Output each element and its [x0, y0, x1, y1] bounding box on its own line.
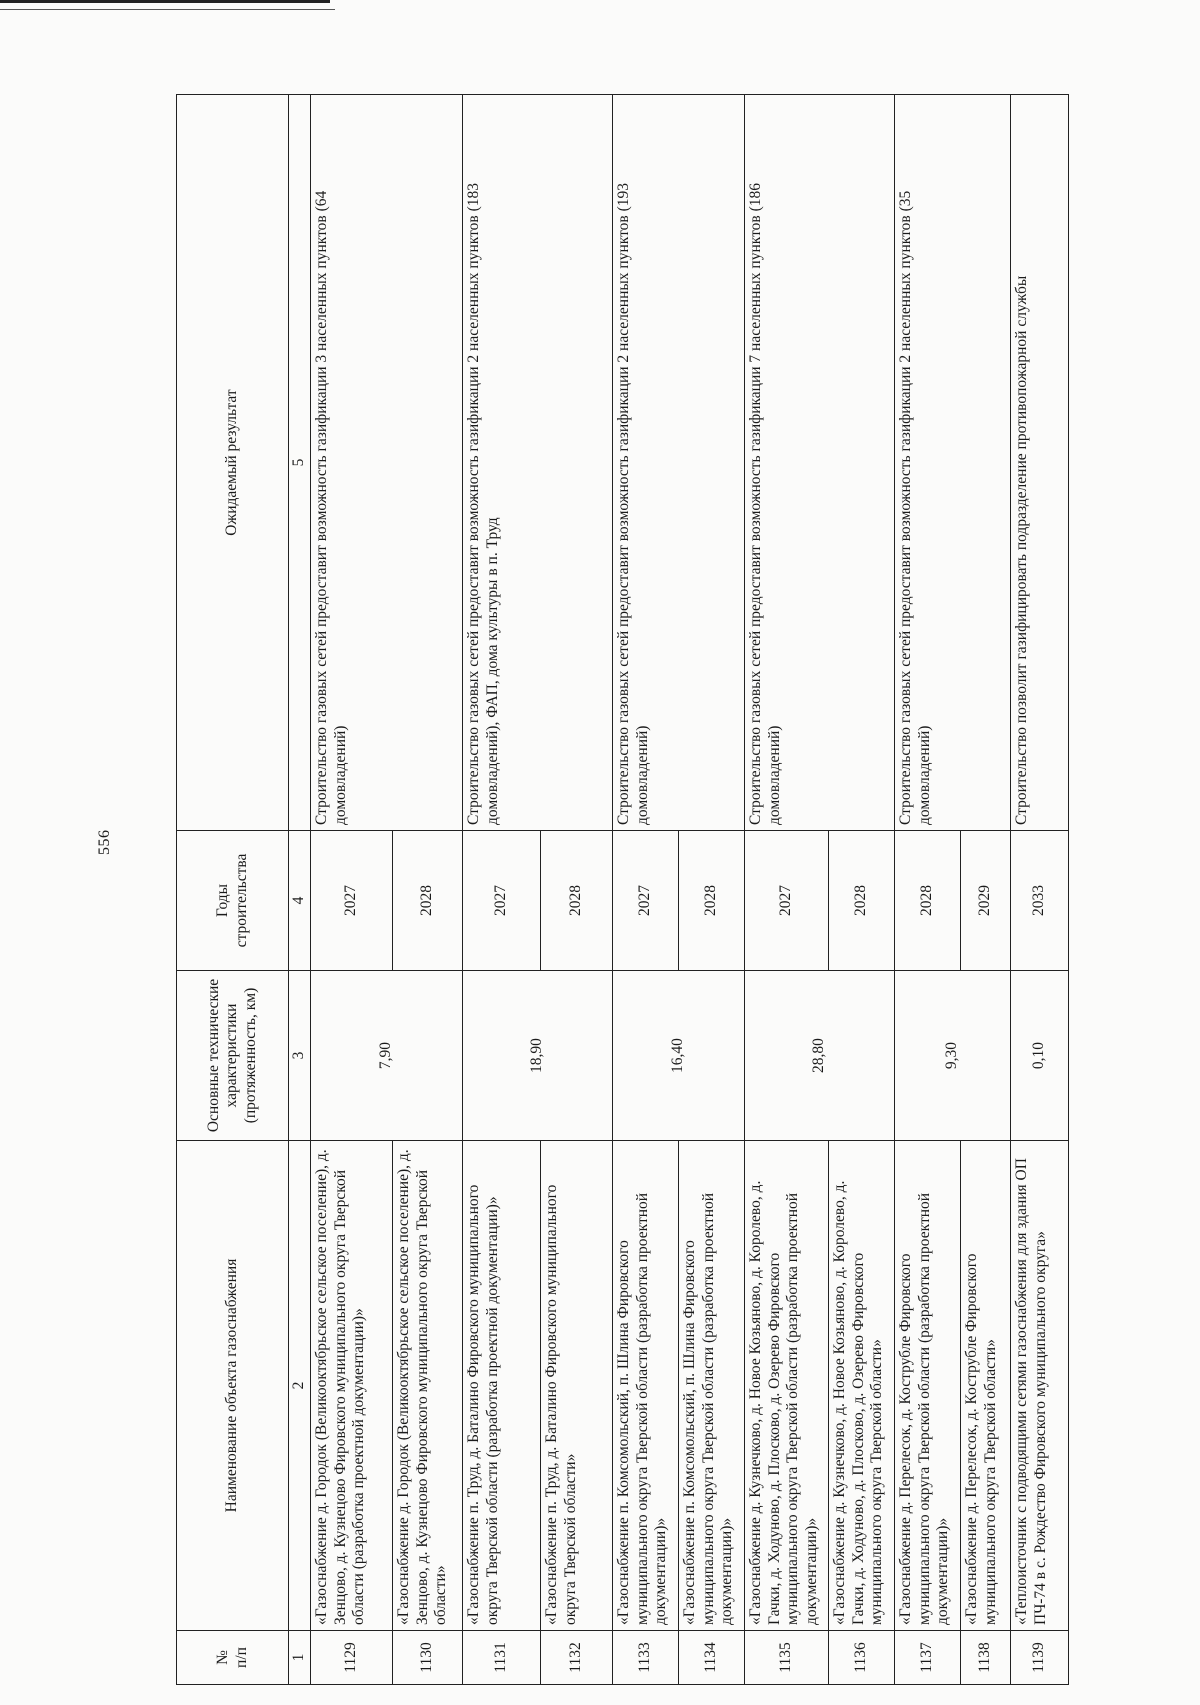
- header-name: Наименование объекта газоснабжения: [177, 1141, 289, 1631]
- scan-edge-line: [0, 0, 330, 3]
- row-number: 1133: [613, 1631, 679, 1685]
- object-name: «Газоснабжение д. Перелесок, д. Кострубле Фировского муниципального округа Тверской области»: [961, 1141, 1011, 1631]
- row-number: 1136: [829, 1631, 895, 1685]
- construction-year: 2028: [829, 831, 895, 971]
- table-row: [311, 95, 393, 1685]
- expected-result: Строительство газовых сетей предоставит возможность газификации 2 населенных пунктов (193 домовладений): [613, 95, 745, 831]
- length-km: 7,90: [311, 971, 463, 1141]
- expected-result: Строительство газовых сетей предоставит возможность газификации 2 населенных пунктов (183 домовладений), ФАП, дома культуры в п. Труд: [463, 95, 613, 831]
- length-km: 18,90: [463, 971, 613, 1141]
- construction-year: 2033: [1011, 831, 1069, 971]
- object-name: «Газоснабжение п. Комсомольский, п. Шлина Фировского муниципального округа Тверской области (разработка проектной документации)»: [679, 1141, 745, 1631]
- expected-result: Строительство газовых сетей предоставит возможность газификации 3 населенных пунктов (64 домовладений): [311, 95, 463, 831]
- header-tech: Основные технические характеристики (протяженность, км): [177, 971, 289, 1141]
- object-name: «Теплоисточник с подводящими сетями газоснабжения для здания ОП ПЧ-74 в с. Рождество Фировского муниципального округа»: [1011, 1141, 1069, 1631]
- col-number: 5: [289, 95, 311, 831]
- col-number: 3: [289, 971, 311, 1141]
- header-result: Ожидаемый результат: [177, 95, 289, 831]
- table-header-row: [177, 95, 289, 1685]
- table-row: [895, 95, 961, 1685]
- object-name: «Газоснабжение д. Кузнечково, д. Новое Козьяново, д. Королево, д. Гачки, д. Ходуново, д. Плосково, д. Озерево Фировского муниципального округа Тверской области»: [829, 1141, 895, 1631]
- construction-year: 2027: [311, 831, 393, 971]
- table-row: [745, 95, 829, 1685]
- scan-edge-line-thin: [0, 9, 335, 10]
- page-number: 556: [96, 829, 113, 855]
- row-number: 1129: [311, 1631, 393, 1685]
- gas-objects-table: [176, 94, 1069, 1685]
- table-row: [463, 95, 541, 1685]
- rotated-table-container: [176, 95, 1066, 1685]
- length-km: 9,30: [895, 971, 1011, 1141]
- object-name: «Газоснабжение д. Перелесок, д. Кострубле Фировского муниципального округа Тверской области (разработка проектной документации)»: [895, 1141, 961, 1631]
- table-row: [1011, 95, 1069, 1685]
- col-number: 1: [289, 1631, 311, 1685]
- column-number-row: [289, 95, 311, 1685]
- object-name: «Газоснабжение п. Комсомольский, п. Шлина Фировского муниципального округа Тверской области (разработка проектной документации)»: [613, 1141, 679, 1631]
- col-number: 4: [289, 831, 311, 971]
- length-km: 0,10: [1011, 971, 1069, 1141]
- header-num: № п/п: [177, 1631, 289, 1685]
- object-name: «Газоснабжение д. Городок (Великооктябрьское сельское поселение), д. Зенцово, д. Кузнецово Фировского муниципального округа Тверской области»: [393, 1141, 463, 1631]
- row-number: 1135: [745, 1631, 829, 1685]
- expected-result: Строительство газовых сетей предоставит возможность газификации 7 населенных пунктов (186 домовладений): [745, 95, 895, 831]
- header-years: Годы строительства: [177, 831, 289, 971]
- construction-year: 2028: [393, 831, 463, 971]
- construction-year: 2028: [895, 831, 961, 971]
- row-number: 1139: [1011, 1631, 1069, 1685]
- object-name: «Газоснабжение д. Городок (Великооктябрьское сельское поселение), д. Зенцово, д. Кузнецово Фировского муниципального округа Тверской области (разработка проектной документации)»: [311, 1141, 393, 1631]
- construction-year: 2027: [613, 831, 679, 971]
- object-name: «Газоснабжение д. Кузнечково, д. Новое Козьяново, д. Королево, д. Гачки, д. Ходуново, д. Плосково, д. Озерево Фировского муниципального округа Тверской области (разработка проектной документации)»: [745, 1141, 829, 1631]
- construction-year: 2027: [745, 831, 829, 971]
- row-number: 1138: [961, 1631, 1011, 1685]
- col-number: 2: [289, 1141, 311, 1631]
- row-number: 1134: [679, 1631, 745, 1685]
- row-number: 1137: [895, 1631, 961, 1685]
- construction-year: 2027: [463, 831, 541, 971]
- row-number: 1132: [541, 1631, 613, 1685]
- row-number: 1130: [393, 1631, 463, 1685]
- object-name: «Газоснабжение п. Труд, д. Баталино Фировского муниципального округа Тверской области»: [541, 1141, 613, 1631]
- length-km: 28,80: [745, 971, 895, 1141]
- table-row: [613, 95, 679, 1685]
- expected-result: Строительство газовых сетей предоставит возможность газификации 2 населенных пунктов (35 домовладений): [895, 95, 1011, 831]
- construction-year: 2029: [961, 831, 1011, 971]
- expected-result: Строительство позволит газифицировать подразделение противопожарной службы: [1011, 95, 1069, 831]
- construction-year: 2028: [541, 831, 613, 971]
- object-name: «Газоснабжение п. Труд, д. Баталино Фировского муниципального округа Тверской области (разработка проектной документации)»: [463, 1141, 541, 1631]
- construction-year: 2028: [679, 831, 745, 971]
- row-number: 1131: [463, 1631, 541, 1685]
- length-km: 16,40: [613, 971, 745, 1141]
